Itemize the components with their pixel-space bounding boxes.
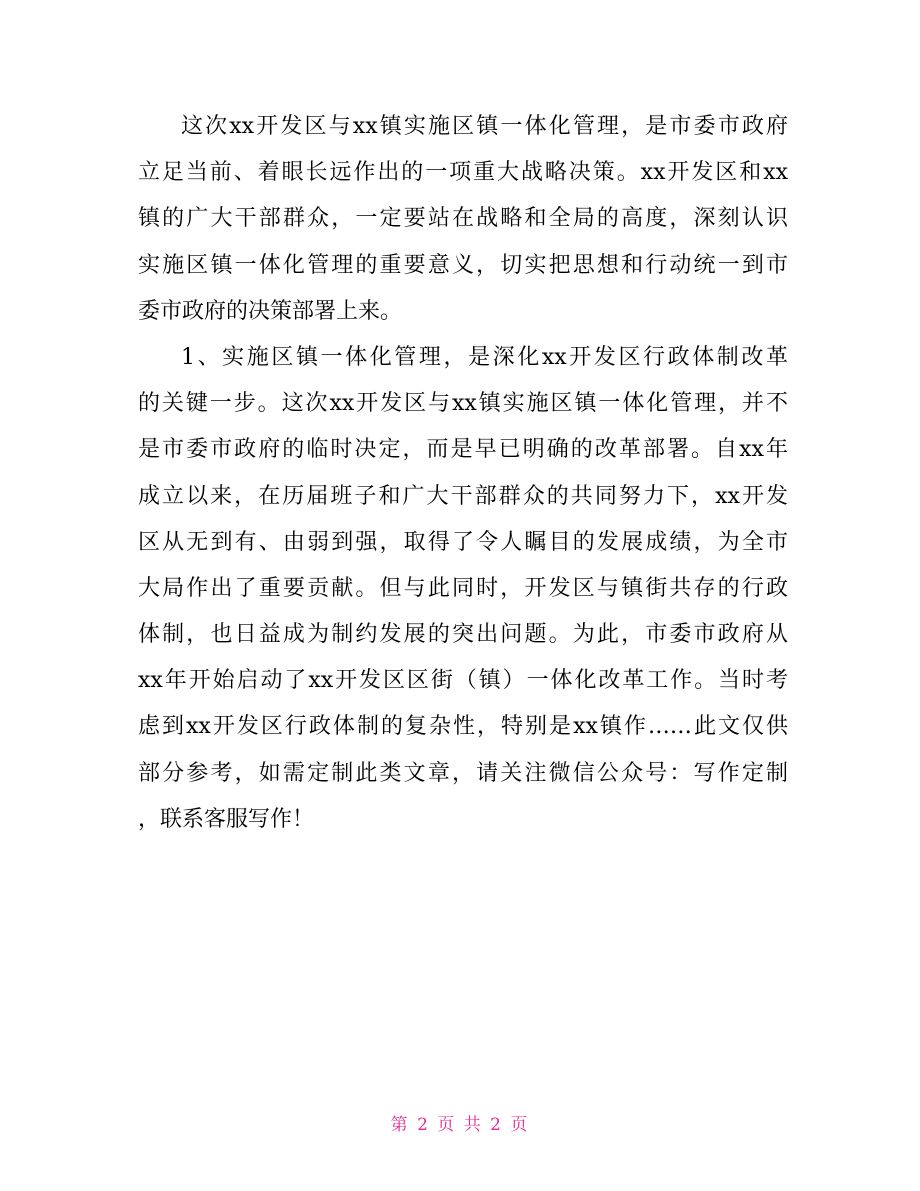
paragraph-1-line-4: 实施区镇一体化管理的重要意义，切实把思想和行动统一到市 (138, 252, 788, 278)
paragraph-2-line-9: 虑到xx开发区行政体制的复杂性，特别是xx镇作……此文仅供 (138, 714, 788, 740)
paragraph-2-line-6: 大局作出了重要贡献。但与此同时，开发区与镇街共存的行政 (138, 575, 788, 601)
paragraph-1-line-5: 委市政府的决策部署上来。 (138, 298, 403, 324)
paragraph-1-line-1: 这次xx开发区与xx镇实施区镇一体化管理，是市委市政府 (181, 114, 788, 139)
document-body (138, 104, 788, 843)
paragraph-2-line-8: xx年开始启动了xx开发区区街（镇）一体化改革工作。当时考 (138, 668, 788, 694)
paragraph-2-line-4: 成立以来，在历届班子和广大干部群众的共同努力下，xx开发 (138, 483, 788, 509)
paragraph-2-line-2: 的关键一步。这次xx开发区与xx镇实施区镇一体化管理，并不 (138, 391, 788, 417)
page-footer (0, 1110, 920, 1140)
paragraph-2-line-7: 体制，也日益成为制约发展的突出问题。为此，市委市政府从 (138, 622, 788, 648)
paragraph-2-line-11: ，联系客服写作！ (138, 806, 315, 832)
paragraph-1-line-2: 立足当前、着眼长远作出的一项重大战略决策。xx开发区和xx (138, 160, 788, 186)
paragraph-2-line-10: 部分参考，如需定制此类文章，请关注微信公众号：写作定制 (138, 760, 788, 786)
paragraph-2-line-5: 区从无到有、由弱到强，取得了令人瞩目的发展成绩，为全市 (138, 529, 788, 555)
paragraph-1-line-3: 镇的广大干部群众，一定要站在战略和全局的高度，深刻认识 (138, 206, 788, 232)
paragraph-2-line-1: 1、实施区镇一体化管理，是深化xx开发区行政体制改革 (181, 344, 788, 370)
page-number-label: 第 2 页 共 2 页 (390, 1115, 530, 1135)
paragraph-2-line-3: 是市委市政府的临时决定，而是早已明确的改革部署。自xx年 (138, 437, 788, 463)
